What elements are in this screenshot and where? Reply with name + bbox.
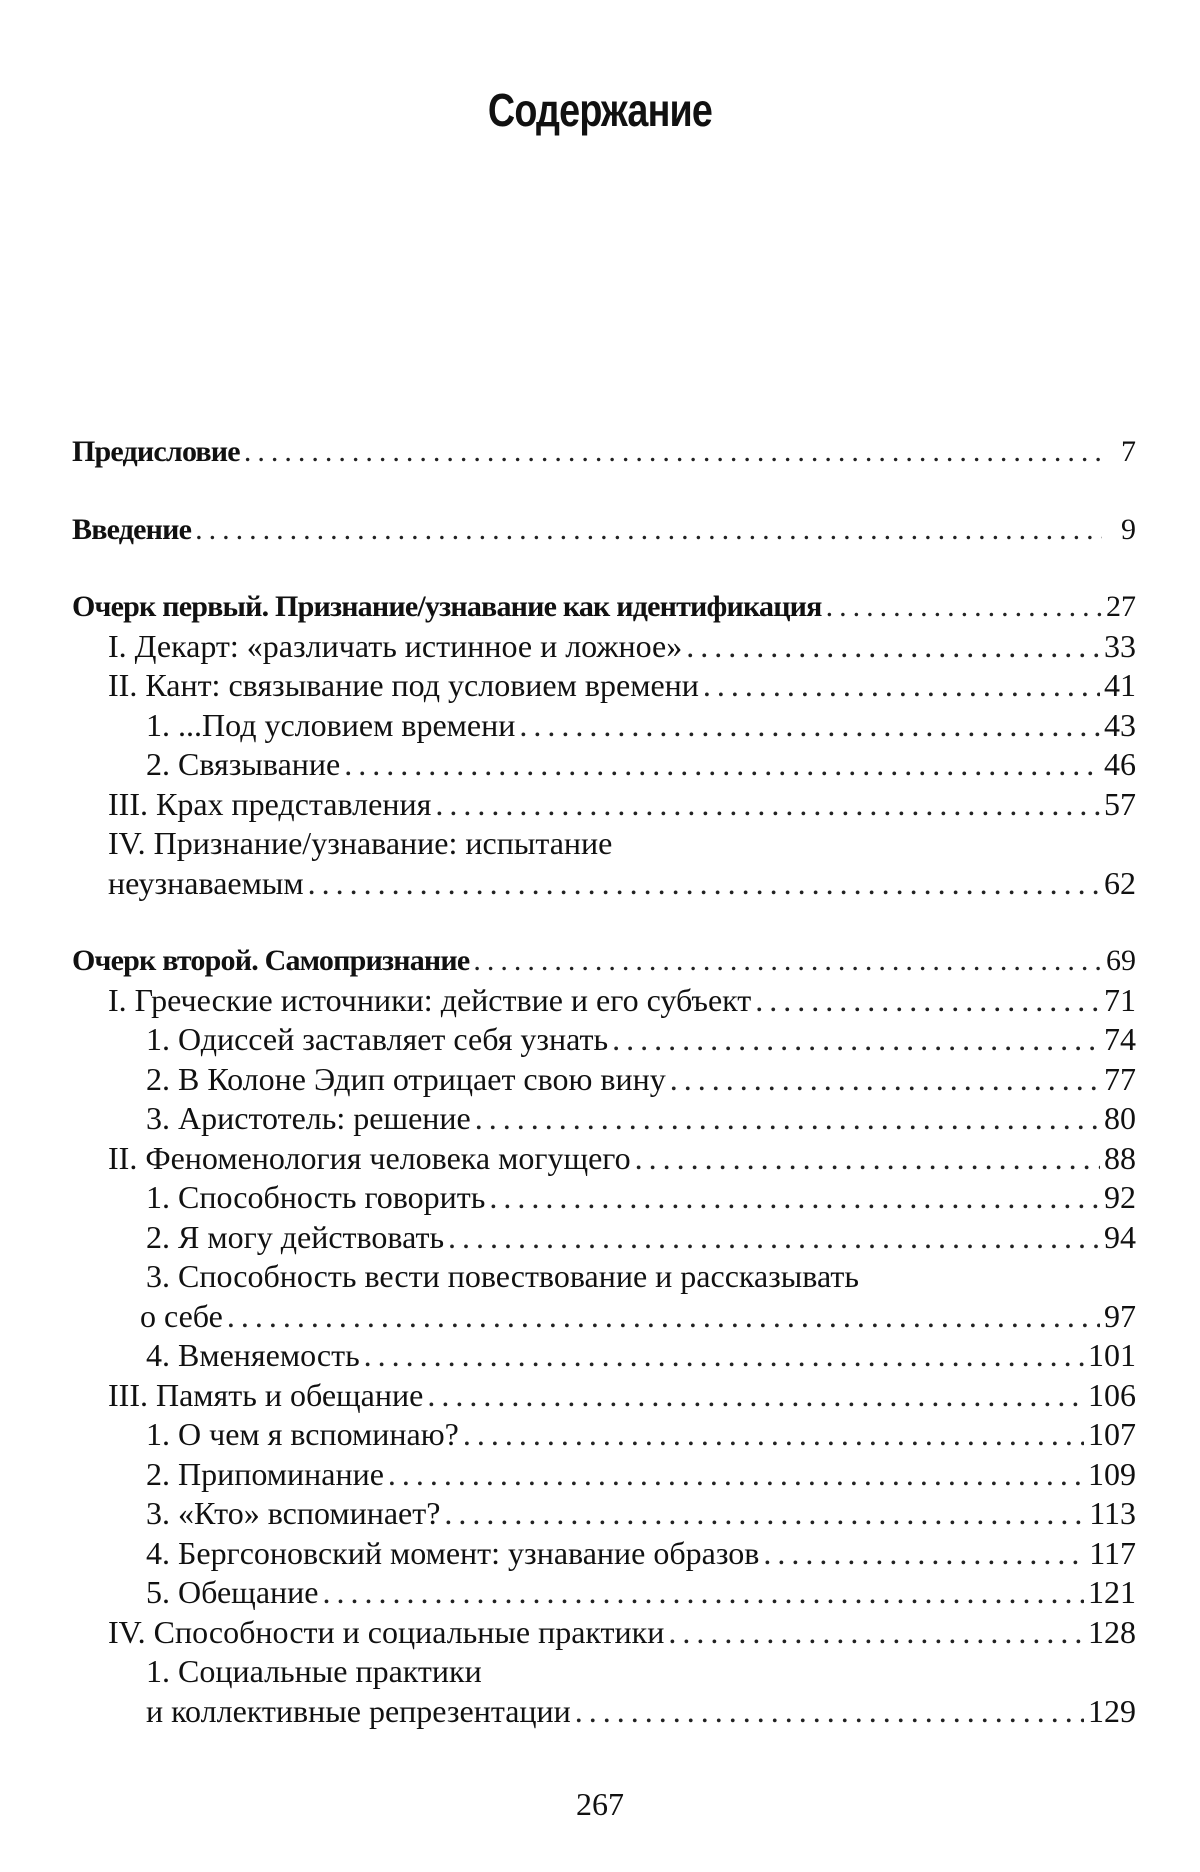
dot-leader xyxy=(686,627,1100,667)
toc-entry-label: Очерк первый. Признание/узнавание как идентификация xyxy=(72,590,822,623)
toc-entry-subsection xyxy=(72,706,1136,746)
toc-entry-label: 3. Аристотель: решение xyxy=(146,1100,471,1136)
toc-page-number: 62 xyxy=(1104,864,1136,901)
toc-entry-section-continuation xyxy=(72,864,1136,904)
toc-page-number: 46 xyxy=(1104,746,1136,782)
dot-leader xyxy=(489,1178,1100,1218)
dot-leader xyxy=(635,1139,1100,1179)
dot-leader xyxy=(344,745,1100,785)
toc-entry-label: 1. Способность говорить xyxy=(146,1179,486,1215)
toc-entry-preface xyxy=(72,432,1136,472)
dot-leader xyxy=(322,1573,1084,1613)
toc-page-number: 97 xyxy=(1104,1297,1136,1334)
toc-entry-subsection xyxy=(72,1415,1136,1455)
toc-entry-section xyxy=(72,627,1136,667)
toc-page-number: 27 xyxy=(1106,590,1136,623)
toc-entry-label: Введение xyxy=(72,512,192,546)
toc-entry-label: III. Память и обещание xyxy=(108,1376,424,1413)
dot-leader xyxy=(195,510,1102,550)
toc-entry-label: 2. Я могу действовать xyxy=(146,1218,445,1255)
toc-page-number: 74 xyxy=(1104,1021,1136,1057)
dot-leader xyxy=(227,1297,1100,1337)
toc-entry-label: IV. Признание/узнавание: испытание xyxy=(108,825,613,861)
dot-leader xyxy=(244,432,1102,472)
toc-entry-label: 1. ...Под условием времени xyxy=(146,706,516,743)
toc-entry-section xyxy=(72,1376,1136,1416)
dot-leader xyxy=(763,1534,1085,1574)
toc-page-number: 94 xyxy=(1104,1218,1136,1255)
toc-entry-section xyxy=(72,1613,1136,1653)
toc-entry-subsection xyxy=(72,1494,1136,1534)
dot-leader xyxy=(364,1336,1084,1376)
toc-entry-label: 1. Социальные практики xyxy=(146,1653,482,1689)
toc-page-number: 57 xyxy=(1104,785,1136,822)
toc-entry-label: IV. Способности и социальные практики xyxy=(108,1613,665,1650)
toc-entry-label: 3. Способность вести повествование и рассказывать xyxy=(146,1258,859,1294)
toc-page-number: 121 xyxy=(1088,1574,1136,1610)
toc-page-number: 113 xyxy=(1089,1495,1136,1531)
toc-page-number: 128 xyxy=(1088,1613,1136,1650)
toc-entry-label: II. Кант: связывание под условием времени xyxy=(108,667,699,703)
toc-entry-label: 2. В Колоне Эдип отрицает свою вину xyxy=(146,1060,666,1097)
toc-entry-label: 5. Обещание xyxy=(146,1574,319,1610)
toc-entry-label: II. Феноменология человека могущего xyxy=(108,1139,631,1176)
toc-entry-section xyxy=(72,824,1136,864)
toc-entry-label: Очерк второй. Самопризнание xyxy=(72,944,470,977)
toc-entry-subsection xyxy=(72,1218,1136,1258)
toc-page-number: 71 xyxy=(1104,981,1136,1018)
toc-entry-section xyxy=(72,666,1136,706)
dot-leader xyxy=(575,1692,1084,1732)
toc-entry-label: 1. О чем я вспоминаю? xyxy=(146,1416,459,1452)
toc-entry-label: неузнаваемым xyxy=(108,864,304,901)
toc-page-number: 109 xyxy=(1088,1455,1136,1492)
dot-leader xyxy=(388,1455,1084,1495)
dot-leader xyxy=(755,981,1100,1021)
toc-entry-label: о себе xyxy=(140,1297,223,1334)
toc-page-number: 101 xyxy=(1088,1337,1136,1373)
dot-leader xyxy=(668,1613,1084,1653)
dot-leader xyxy=(448,1218,1100,1258)
dot-leader xyxy=(670,1060,1100,1100)
page-title: Содержание xyxy=(487,83,713,136)
dot-leader xyxy=(473,941,1102,981)
toc-entry-label: 1. Одиссей заставляет себя узнать xyxy=(146,1021,609,1057)
dot-leader xyxy=(703,666,1100,706)
toc-entry-subsection xyxy=(72,1455,1136,1495)
table-of-contents xyxy=(72,432,1136,1731)
toc-page-number: 80 xyxy=(1104,1100,1136,1136)
toc-entry-label: Предисловие xyxy=(72,435,240,468)
toc-page-number: 7 xyxy=(1121,435,1136,468)
toc-entry-label: I. Декарт: «различать истинное и ложное» xyxy=(108,627,683,664)
toc-entry-subsection xyxy=(72,745,1136,785)
page-folio-number: 267 xyxy=(576,1786,624,1822)
toc-entry-subsection xyxy=(72,1257,1136,1297)
toc-entry-label: 3. «Кто» вспоминает? xyxy=(146,1495,441,1531)
toc-entry-subsection xyxy=(72,1178,1136,1218)
dot-leader xyxy=(444,1494,1085,1534)
toc-entry-label: 2. Припоминание xyxy=(146,1455,384,1492)
dot-leader xyxy=(435,785,1100,825)
toc-entry-subsection-continuation xyxy=(72,1692,1136,1732)
toc-entry-subsection xyxy=(72,1020,1136,1060)
toc-page-number: 117 xyxy=(1089,1534,1136,1571)
toc-entry-subsection xyxy=(72,1534,1136,1574)
dot-leader xyxy=(826,587,1102,627)
toc-entry-label: I. Греческие источники: действие и его субъект xyxy=(108,981,752,1018)
toc-page-number: 106 xyxy=(1088,1376,1136,1413)
toc-entry-essay-one xyxy=(72,587,1136,627)
dot-leader xyxy=(308,864,1100,904)
toc-entry-section xyxy=(72,1139,1136,1179)
dot-leader xyxy=(475,1099,1100,1139)
toc-page-number: 77 xyxy=(1104,1060,1136,1097)
toc-entry-subsection xyxy=(72,1060,1136,1100)
toc-page-number: 88 xyxy=(1104,1139,1136,1176)
toc-entry-subsection xyxy=(72,1573,1136,1613)
toc-entry-label: и коллективные репрезентации xyxy=(146,1692,571,1729)
dot-leader xyxy=(463,1415,1084,1455)
toc-entry-subsection xyxy=(72,1652,1136,1692)
dot-leader xyxy=(519,706,1100,746)
toc-entry-section xyxy=(72,785,1136,825)
toc-entry-label: III. Крах представления xyxy=(108,785,432,822)
dot-leader xyxy=(612,1020,1100,1060)
toc-page-number: 41 xyxy=(1104,667,1136,703)
toc-entry-label: 2. Связывание xyxy=(146,746,341,782)
toc-page-number: 43 xyxy=(1104,706,1136,743)
toc-entry-label: 4. Вменяемость xyxy=(146,1337,360,1373)
toc-entry-subsection xyxy=(72,1099,1136,1139)
toc-entry-subsection xyxy=(72,1336,1136,1376)
toc-page-number: 92 xyxy=(1104,1179,1136,1215)
toc-entry-essay-two xyxy=(72,941,1136,981)
toc-page-number: 9 xyxy=(1121,512,1136,546)
toc-entry-introduction xyxy=(72,510,1136,550)
toc-entry-section xyxy=(72,981,1136,1021)
toc-entry-label: 4. Бергсоновский момент: узнавание образов xyxy=(146,1534,760,1571)
toc-page-number: 69 xyxy=(1106,944,1136,977)
toc-page-number: 107 xyxy=(1088,1416,1136,1452)
toc-entry-subsection-continuation xyxy=(72,1297,1136,1337)
dot-leader xyxy=(427,1376,1084,1416)
toc-page-number: 129 xyxy=(1088,1692,1136,1729)
toc-page-number: 33 xyxy=(1104,627,1136,664)
